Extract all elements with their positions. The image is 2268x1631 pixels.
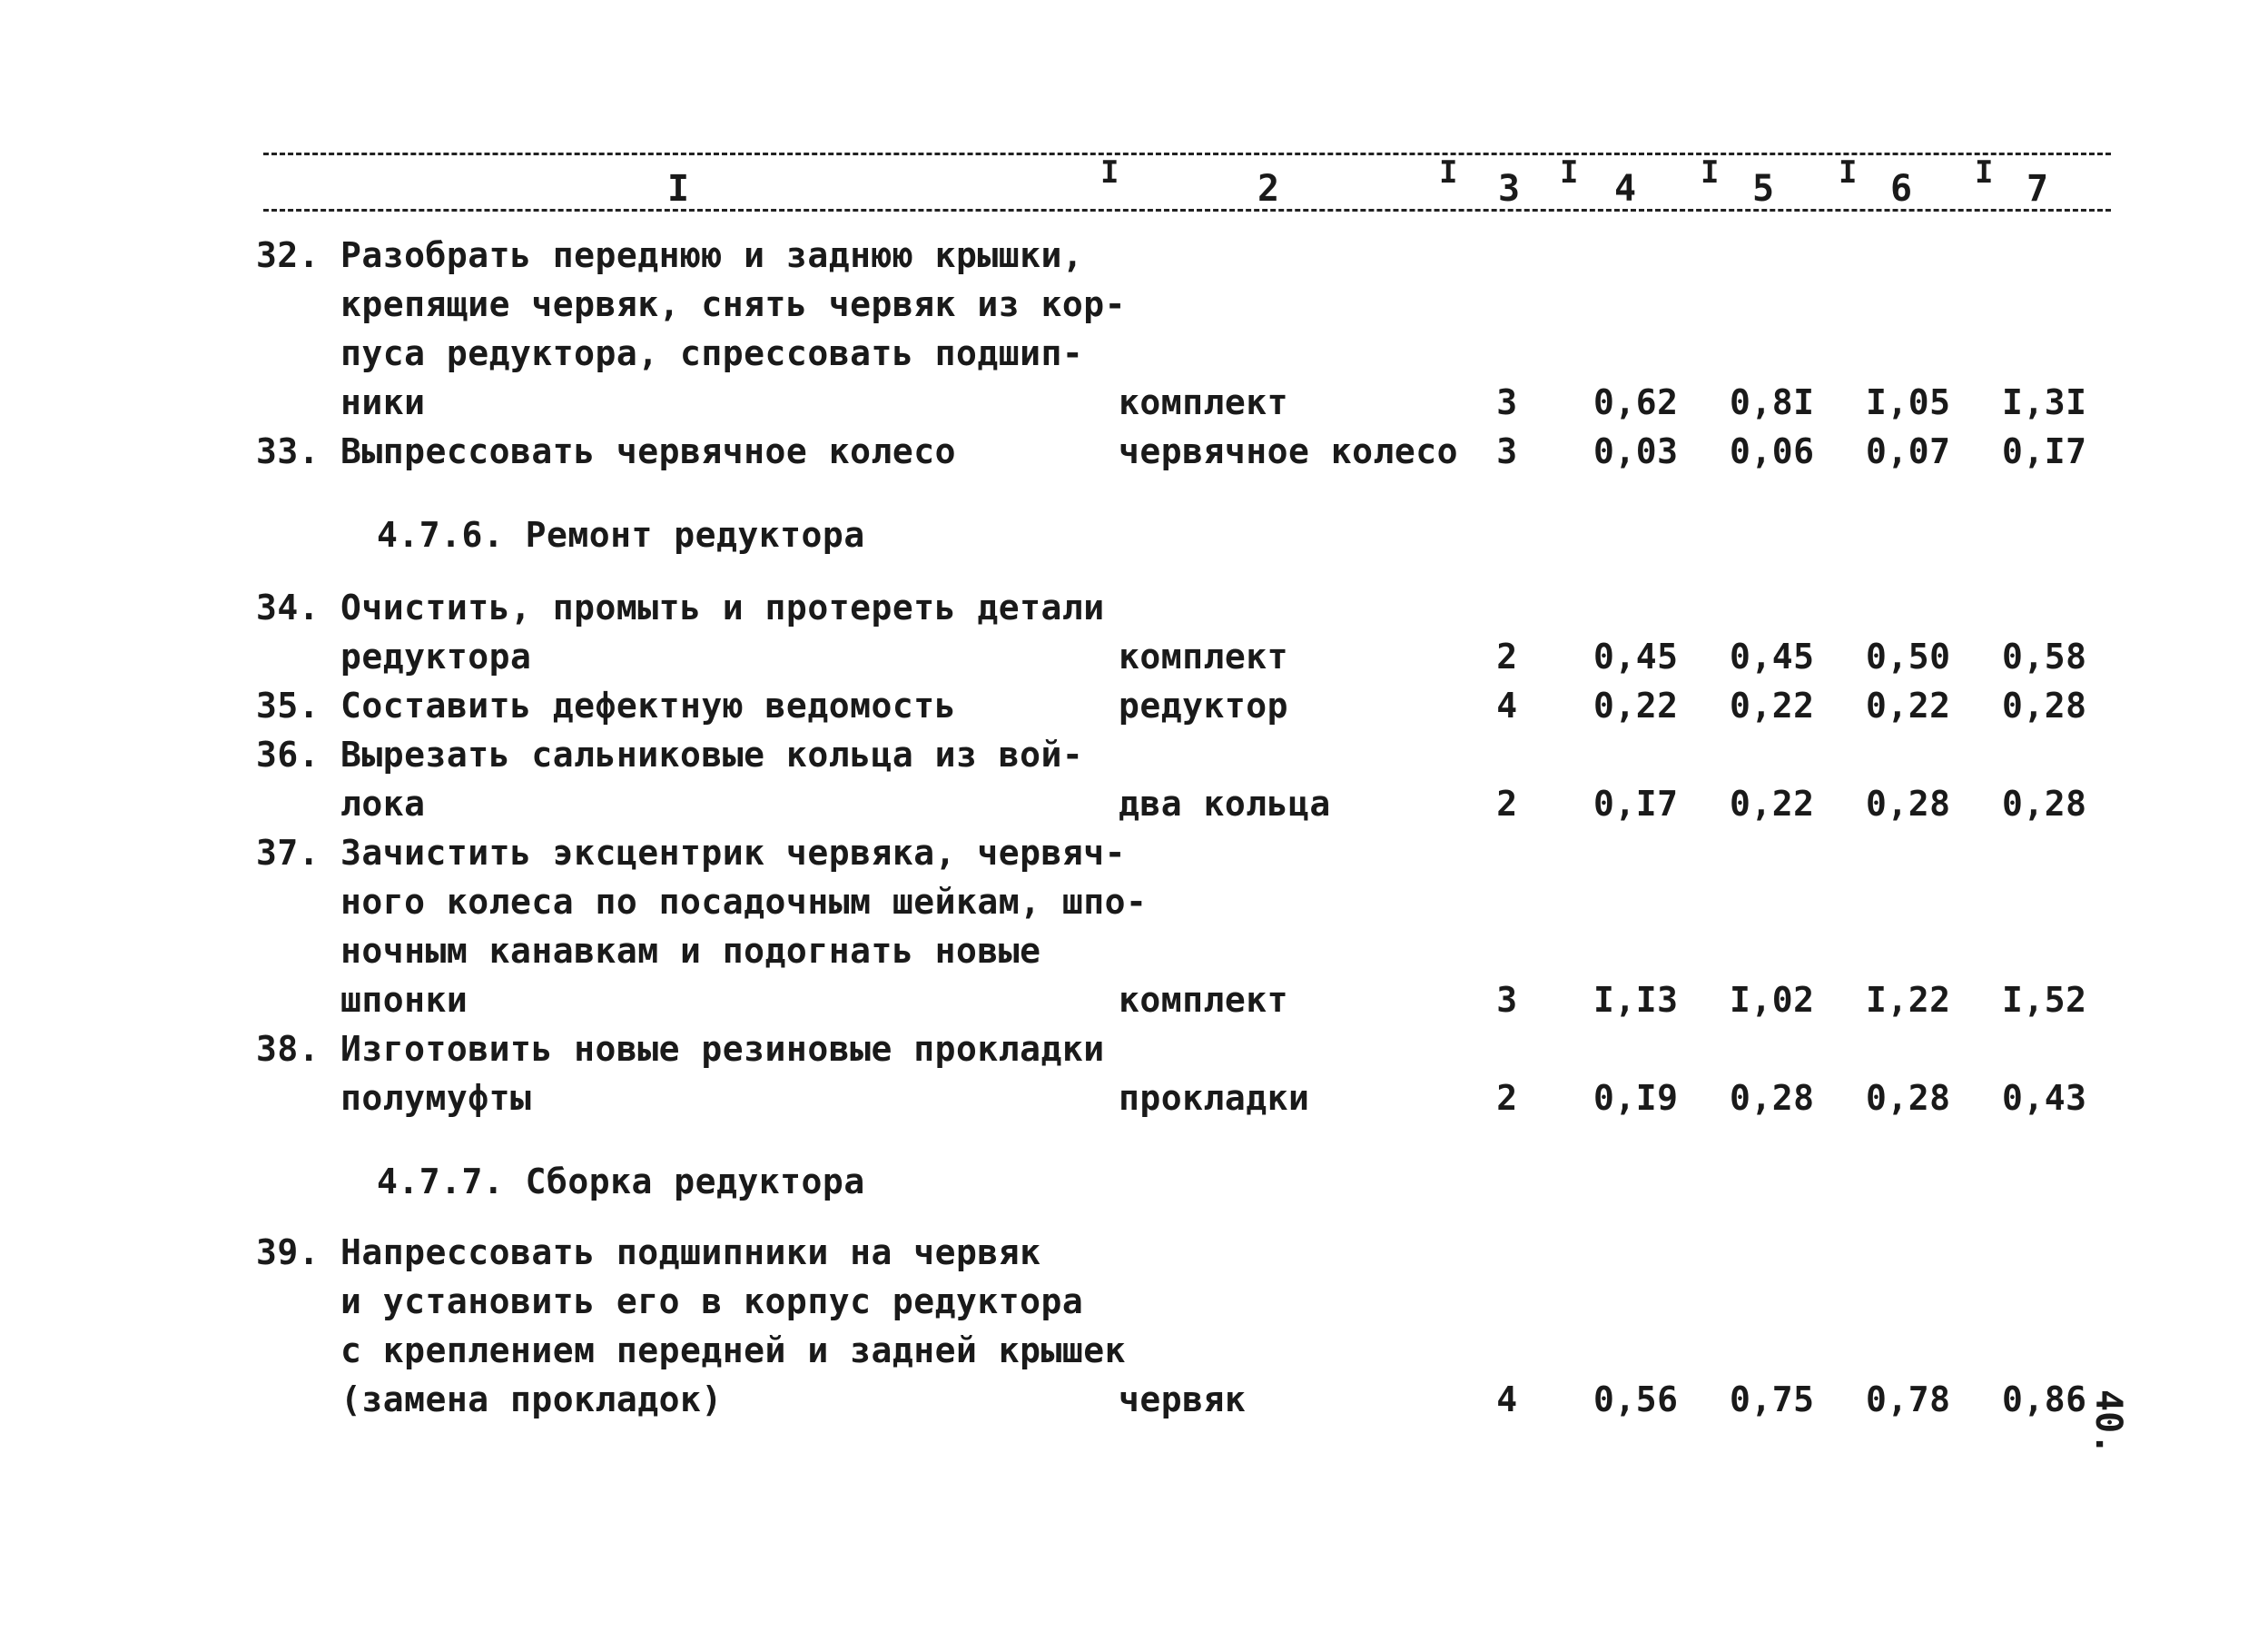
section-heading: 4.7.7. Сборка редуктора: [377, 1161, 865, 1201]
item-col3: 2: [1496, 1078, 1518, 1118]
item-col4: 0,I7: [1593, 784, 1679, 824]
item-number: 36.: [256, 735, 320, 775]
item-text-line: и установить его в корпус редуктора: [340, 1281, 1084, 1321]
item-col3: 3: [1496, 431, 1518, 471]
item-unit: комплект: [1119, 382, 1289, 422]
item-text-line: Очистить, промыть и протереть детали: [340, 588, 1105, 628]
header-separator: I: [1560, 154, 1579, 191]
header-col-4: 4: [1614, 168, 1637, 210]
item-col7: I,52: [2002, 980, 2087, 1020]
header-col-7: 7: [2026, 168, 2049, 210]
item-col5: 0,22: [1730, 686, 1815, 726]
header-bottom-rule: [263, 209, 2111, 212]
item-col5: 0,8I: [1730, 382, 1815, 422]
item-text-line: редуктора: [340, 637, 532, 677]
item-col7: 0,28: [2002, 686, 2087, 726]
item-number: 37.: [256, 833, 320, 873]
item-unit: червяк: [1119, 1379, 1247, 1419]
item-col4: 0,03: [1593, 431, 1679, 471]
item-number: 32.: [256, 235, 320, 275]
item-text-line: полумуфты: [340, 1078, 532, 1118]
item-col3: 4: [1496, 686, 1518, 726]
item-col5: 0,28: [1730, 1078, 1815, 1118]
item-col4: I,I3: [1593, 980, 1679, 1020]
item-text-line: пуса редуктора, спрессовать подшип-: [340, 333, 1084, 373]
item-col4: 0,I9: [1593, 1078, 1679, 1118]
page-number: 40.: [2087, 1389, 2129, 1456]
item-text-line: ного колеса по посадочным шейкам, шпо-: [340, 882, 1148, 922]
item-col7: I,3I: [2002, 382, 2087, 422]
item-col5: I,02: [1730, 980, 1815, 1020]
item-text-line: Зачистить эксцентрик червяка, червяч-: [340, 833, 1126, 873]
header-col-2: 2: [1257, 168, 1280, 210]
header-col-3: 3: [1498, 168, 1521, 210]
item-unit: два кольца: [1119, 784, 1331, 824]
item-col3: 3: [1496, 382, 1518, 422]
item-col4: 0,62: [1593, 382, 1679, 422]
item-col5: 0,06: [1730, 431, 1815, 471]
item-col7: 0,28: [2002, 784, 2087, 824]
item-text-line: ночным канавкам и подогнать новые: [340, 931, 1041, 971]
item-col6: 0,22: [1866, 686, 1951, 726]
item-unit: комплект: [1119, 980, 1289, 1020]
header-separator: I: [1439, 154, 1458, 191]
item-col7: 0,43: [2002, 1078, 2087, 1118]
item-unit: редуктор: [1119, 686, 1289, 726]
item-col6: 0,28: [1866, 784, 1951, 824]
item-col7: 0,I7: [2002, 431, 2087, 471]
header-col-1: I: [667, 168, 690, 210]
item-number: 33.: [256, 431, 320, 471]
header-col-6: 6: [1890, 168, 1913, 210]
item-col6: I,05: [1866, 382, 1951, 422]
item-unit: прокладки: [1119, 1078, 1310, 1118]
item-col5: 0,45: [1730, 637, 1815, 677]
item-number: 38.: [256, 1029, 320, 1069]
item-unit: комплект: [1119, 637, 1289, 677]
item-col7: 0,86: [2002, 1379, 2087, 1419]
item-text-line: лока: [340, 784, 426, 824]
item-col6: I,22: [1866, 980, 1951, 1020]
item-col5: 0,75: [1730, 1379, 1815, 1419]
header-separator: I: [1701, 154, 1720, 191]
item-unit: червячное колесо: [1119, 431, 1459, 471]
item-text-line: с креплением передней и задней крышек: [340, 1330, 1126, 1370]
item-col3: 2: [1496, 784, 1518, 824]
item-text-line: ники: [340, 382, 426, 422]
item-col5: 0,22: [1730, 784, 1815, 824]
item-col6: 0,28: [1866, 1078, 1951, 1118]
header-separator: I: [1839, 154, 1858, 191]
item-text-line: Изготовить новые резиновые прокладки: [340, 1029, 1105, 1069]
header-top-rule: [263, 153, 2111, 155]
item-text-line: Вырезать сальниковые кольца из вой-: [340, 735, 1084, 775]
item-text-line: Разобрать переднюю и заднюю крышки,: [340, 235, 1084, 275]
section-heading: 4.7.6. Ремонт редуктора: [377, 515, 865, 555]
item-col6: 0,07: [1866, 431, 1951, 471]
item-col6: 0,78: [1866, 1379, 1951, 1419]
item-text-line: (замена прокладок): [340, 1379, 723, 1419]
item-number: 34.: [256, 588, 320, 628]
header-col-5: 5: [1752, 168, 1775, 210]
item-col3: 3: [1496, 980, 1518, 1020]
item-number: 35.: [256, 686, 320, 726]
item-col4: 0,45: [1593, 637, 1679, 677]
header-separator: I: [1100, 154, 1119, 191]
item-col4: 0,56: [1593, 1379, 1679, 1419]
header-separator: I: [1975, 154, 1994, 191]
item-text-line: крепящие червяк, снять червяк из кор-: [340, 284, 1126, 324]
item-col6: 0,50: [1866, 637, 1951, 677]
item-text-line: Напрессовать подшипники на червяк: [340, 1232, 1041, 1272]
item-number: 39.: [256, 1232, 320, 1272]
item-col4: 0,22: [1593, 686, 1679, 726]
item-col3: 4: [1496, 1379, 1518, 1419]
item-text-line: Выпрессовать червячное колесо: [340, 431, 956, 471]
item-text-line: Составить дефектную ведомость: [340, 686, 956, 726]
item-text-line: шпонки: [340, 980, 468, 1020]
item-col7: 0,58: [2002, 637, 2087, 677]
item-col3: 2: [1496, 637, 1518, 677]
